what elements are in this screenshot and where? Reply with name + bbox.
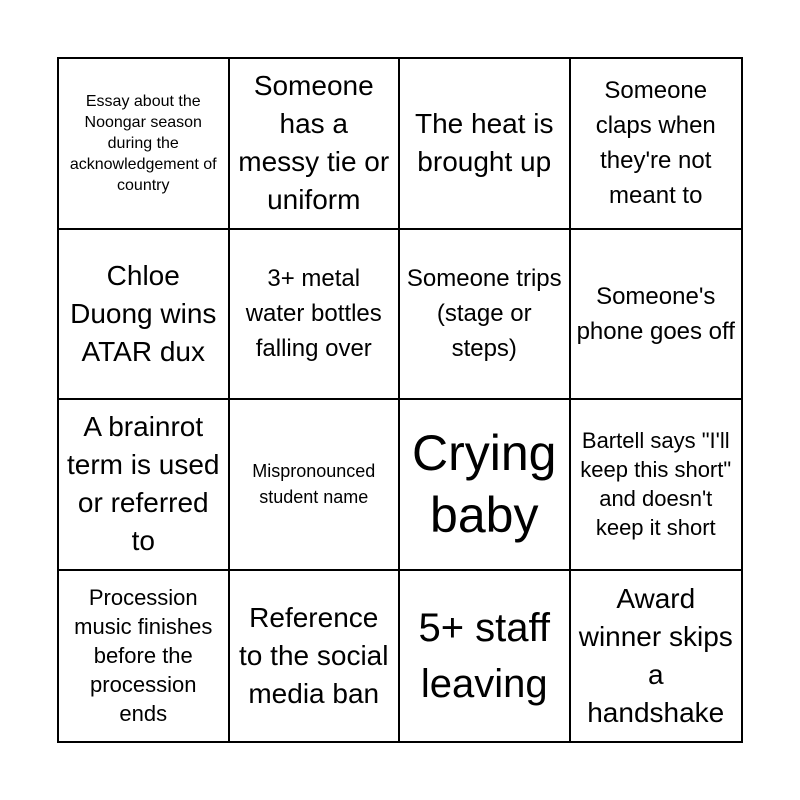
bingo-cell[interactable] — [230, 400, 401, 571]
bingo-cell-text: Someone has a messy tie or uniform — [238, 70, 390, 216]
bingo-cell-text: 5+ staff leaving — [418, 605, 551, 706]
bingo-cell[interactable] — [230, 59, 401, 230]
bingo-cell-text: Chloe Duong wins ATAR dux — [70, 259, 217, 367]
bingo-cell-text: Someone claps when they're not meant to — [595, 77, 716, 210]
bingo-cell-text: Someone trips (stage or steps) — [406, 265, 562, 363]
bingo-cell[interactable] — [571, 59, 742, 230]
bingo-cell[interactable] — [59, 571, 230, 742]
bingo-cell[interactable] — [400, 400, 571, 571]
bingo-cell[interactable] — [59, 59, 230, 230]
bingo-cell[interactable] — [59, 400, 230, 571]
bingo-cell-text: Reference to the social media ban — [239, 601, 389, 709]
bingo-cell[interactable] — [571, 230, 742, 401]
bingo-cell-text: 3+ metal water bottles falling over — [245, 265, 382, 363]
bingo-cell[interactable] — [400, 59, 571, 230]
bingo-cell-text: Award winner skips a handshake — [578, 582, 733, 728]
bingo-cell-text: A brainrot term is used or referred to — [67, 411, 220, 557]
bingo-cell[interactable] — [400, 571, 571, 742]
bingo-cell[interactable] — [571, 400, 742, 571]
bingo-cell-text: Essay about the Noongar season during the acknowledgement of country — [69, 92, 217, 194]
bingo-cell-text: Procession music finishes before the procession ends — [74, 585, 213, 727]
bingo-cell-text: Bartell says "I'll keep this short" and doesn't keep it short — [580, 428, 732, 541]
bingo-cell[interactable] — [400, 230, 571, 401]
bingo-cell[interactable] — [230, 571, 401, 742]
bingo-cell-text: Someone's phone goes off — [576, 282, 735, 345]
bingo-cell-text: The heat is brought up — [414, 108, 554, 178]
bingo-cell-text: Mispronounced student name — [252, 461, 376, 508]
bingo-cell[interactable] — [59, 230, 230, 401]
bingo-cell[interactable] — [571, 571, 742, 742]
bingo-cell-text: Crying baby — [412, 425, 557, 544]
bingo-board — [57, 57, 743, 743]
bingo-cell[interactable] — [230, 230, 401, 401]
